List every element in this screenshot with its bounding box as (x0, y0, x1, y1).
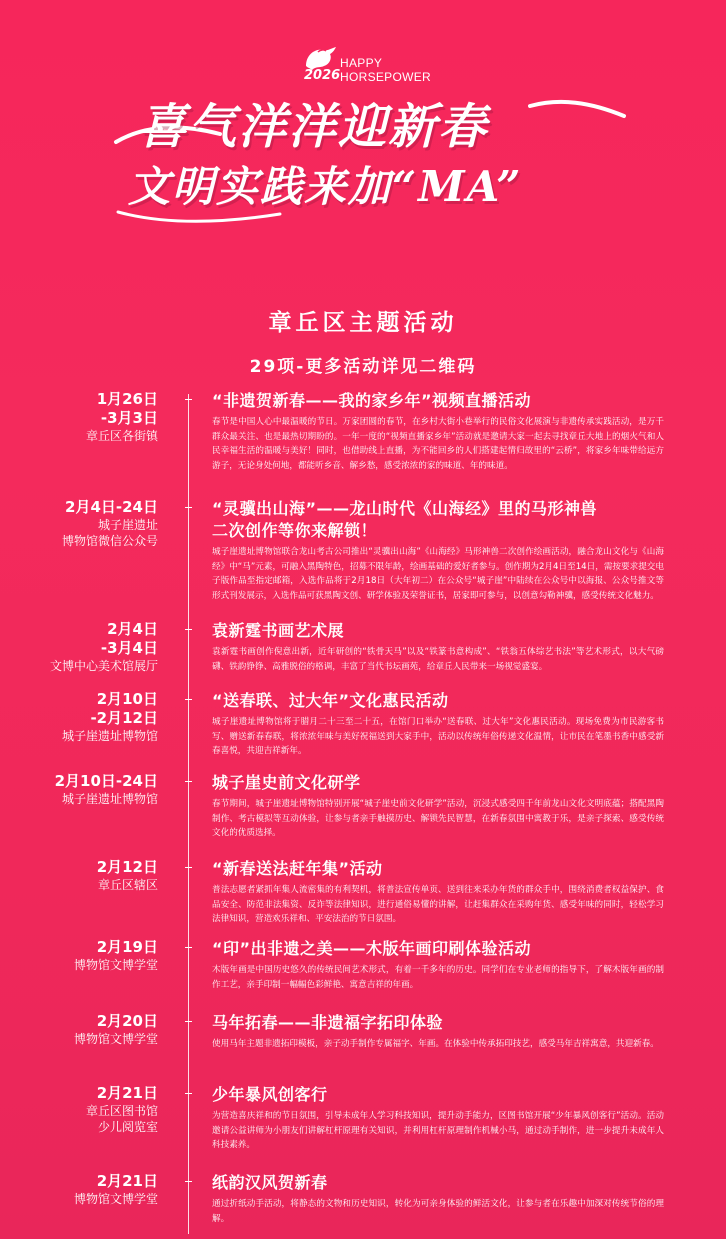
event-title: “送春联、过大年”文化惠民活动 (212, 691, 449, 710)
section-subtitle: 29项-更多活动详见二维码 (249, 357, 477, 377)
logo-text-horsepower: HORSEPOWER (340, 70, 432, 84)
event-title: “印”出非遗之美——木版年画印刷体验活动 (212, 939, 532, 958)
event-date: 2月21日 (96, 1172, 158, 1190)
timeline-tick (185, 1181, 192, 1182)
event-description: 木版年画是中国历史悠久的传统民间艺术形式，有着一千多年的历史。同学们在专业老师的指导下，了解木版年画的制作工艺，亲手印制一幅幅色彩鲜艳、寓意吉祥的年画。 (212, 965, 664, 990)
timeline-tick (185, 947, 192, 948)
hero-title (110, 82, 630, 232)
event-description: 春节期间，城子崖遗址博物馆特别开展“城子崖史前文化研学”活动，沉浸式感受四千年前龙山文化文明底蕴；搭配黑陶制作、考古模拟等互动体验，让参与者亲手触摸历史、解锁先民智慧，在新春氛围中寓教于乐，是亲子探索、感受传统文化的优质选择。 (212, 799, 664, 839)
timeline-tick (185, 1093, 192, 1094)
timeline-line (188, 394, 189, 1234)
event-description: 为营造喜庆祥和的节日氛围，引导未成年人学习科技知识，提升动手能力，区图书馆开展“少年暴风创客行”活动。活动邀请公益讲师为小朋友们讲解杠杆原理有关知识，并利用杠杆原理制作机械小马，通过动手制作，进一步提升未成年人科技素养。 (212, 1111, 664, 1151)
event-place: 文博中心美术馆展厅 (49, 659, 158, 673)
event-description: 春节是中国人心中最温暖的节日。万家团圆的春节，在乡村大街小巷举行的民俗文化展演与非遗传承实践活动，是万千群众最关注、也是最热切期盼的。一年一度的“视频直播家乡年”活动就是邀请大家一起去寻找章丘大地上的烟火气和人民幸福生活的温暖与美好！同时，也借助线上直播，为不能回乡的人们搭建起情归故里的“云桥”，将家乡年味带给远方游子，无论身处何地，都能听乡音、解乡愁，感受浓浓的家的味道、年的味道。 (212, 417, 664, 471)
hero-line-1: 喜气洋洋迎新春 (138, 99, 489, 155)
event-description: 城子崖遗址博物馆联合龙山考古公司推出“灵骥出山海”《山海经》马形神兽二次创作绘画活动，融合龙山文化与《山海经》中“马”元素，可融入黑陶特色，招募不限年龄，绘画基础的爱好者参与。创作期为2月4日至14日，需按要求提交电子版作品至指定邮箱，入选作品将于2月18日（大年初二）在公众号“城子崖”中陆续在公众号中以海报、公众号推文等形式刊发展示，入选作品可获黑陶文创、研学体验及荣誉证书，居家即可参与，以创意勾勒神骥，感受传统文化魅力。 (212, 547, 664, 601)
event-date: 2月21日 (96, 1084, 158, 1102)
event-title: 少年暴风创客行 (212, 1085, 328, 1104)
event-description: 通过折纸动手活动，将静态的文物和历史知识，转化为可亲身体验的鲜活文化，让参与者在乐趣中加深对传统节俗的理解。 (212, 1199, 664, 1224)
timeline-tick (185, 781, 192, 782)
event-date: 2月19日 (96, 938, 158, 956)
event-place: 城子崖遗址博物馆 (61, 792, 158, 806)
event-title: 城子崖史前文化研学 (212, 773, 361, 792)
event-place: 城子崖遗址 (97, 518, 158, 532)
event-date: 2月4日-24日 (65, 498, 158, 516)
event-place: 博物馆文博学堂 (73, 1192, 158, 1206)
event-date: -3月4日 (100, 639, 158, 657)
event-place: 章丘区各街镇 (85, 429, 158, 443)
event-date: -3月3日 (100, 409, 158, 427)
event-place: 城子崖遗址博物馆 (61, 729, 158, 743)
event-date: 2月20日 (96, 1012, 158, 1030)
event-description: 普法志愿者紧抓年集人流密集的有利契机，将普法宣传单页、送到往来采办年货的群众手中，围绕消费者权益保护、食品安全、防范非法集资、反诈等法律知识，进行通俗易懂的讲解，让赶集群众在采购年货、感受年味的同时，轻松学习法律知识，营造欢乐祥和、平安法治的节日氛围。 (212, 885, 664, 925)
section-title: 章丘区主题活动 (268, 310, 458, 336)
timeline-tick (185, 629, 192, 630)
logo-year: 2026 (304, 68, 341, 83)
event-title: “新春送法赶年集”活动 (212, 859, 383, 878)
event-date: -2月12日 (90, 709, 158, 727)
event-date: 2月12日 (96, 858, 158, 876)
timeline-tick (185, 507, 192, 508)
event-title: “非遗贺新春——我的家乡年”视频直播活动 (212, 391, 532, 410)
event-title: “灵骥出山海”——龙山时代《山海经》里的马形神兽 (212, 499, 598, 518)
event-description: 城子崖遗址博物馆将于腊月二十三至二十五，在馆门口举办“送春联、过大年”文化惠民活动。现场免费为市民游客书写、赠送新春春联，将浓浓年味与美好祝福送到大家手中，活动以传统年俗传递文化温情，让市民在笔墨书香中感受新春喜悦，共迎吉祥新年。 (212, 717, 664, 757)
event-date: 2月10日 (96, 690, 158, 708)
hero-line-2: 文明实践来加“MA” (128, 162, 523, 211)
timeline-tick (185, 399, 192, 400)
event-place: 博物馆文博学堂 (73, 1032, 158, 1046)
timeline-tick (185, 699, 192, 700)
event-place: 章丘区图书馆 (85, 1104, 158, 1118)
event-date: 2月4日 (107, 620, 158, 638)
logo-text-happy: HAPPY (340, 56, 383, 70)
event-place: 博物馆文博学堂 (73, 958, 158, 972)
event-date: 2月10日-24日 (54, 772, 158, 790)
event-date: 1月26日 (96, 390, 158, 408)
event-place: 章丘区辖区 (97, 878, 158, 892)
event-title: 纸韵汉风贺新春 (212, 1173, 328, 1192)
event-title: 马年拓春——非遗福字拓印体验 (212, 1013, 444, 1032)
event-title: 袁新霆书画艺术展 (212, 621, 345, 640)
event-title: 二次创作等你来解锁！ (212, 521, 378, 540)
event-place: 少儿阅览室 (97, 1120, 158, 1134)
timeline-tick (185, 867, 192, 868)
event-description: 使用马年主题非遗拓印模板，亲子动手制作专属福字、年画。在体验中传承拓印技艺，感受马年吉祥寓意，共迎新春。 (212, 1039, 659, 1049)
timeline-tick (185, 1021, 192, 1022)
event-place: 博物馆微信公众号 (61, 534, 158, 548)
event-description: 袁新霆书画创作倪意出新，近年研创的“铁骨天马”以及“铁篆书意构成”、“铁翁五体综艺书法”等艺术形式，以大气磅礴、铁韵铮铮、高雅脱俗的格调，丰富了当代书坛画苑，给章丘人民带来一场视觉盛宴。 (212, 647, 664, 672)
